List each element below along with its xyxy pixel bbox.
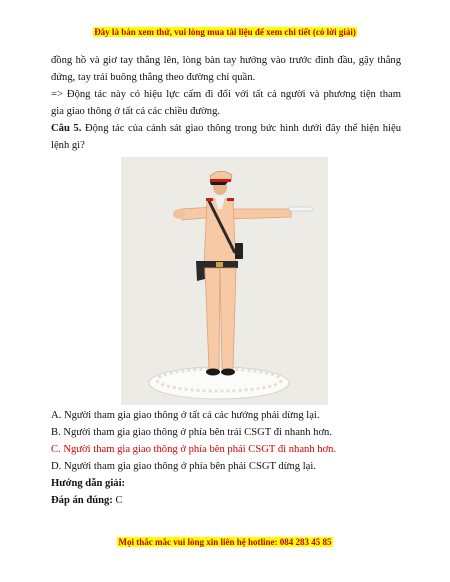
paragraph-line: => Động tác này có hiệu lực cấm đi đối với tất cả người và phương tiện tham [51,89,401,100]
question-line: lệnh gì? [51,140,85,151]
question-5 [51,120,401,154]
paragraph-line: đứng, tay trái buông thẳng theo đường chỉ quần. [51,72,256,83]
question-text: Động tác của cảnh sát giao thông trong bức hình dưới đây thể hiện hiệu [81,123,401,134]
option-d: D. Người tham gia giao thông ở phía bên phải CSGT dừng lại. [51,461,316,472]
paragraph-conclusion [51,86,401,120]
answer-value: C [112,495,123,506]
guide-heading: Hướng dẫn giải: [51,478,126,489]
paragraph-line: gia giao thông ở tất cả các chiều đường. [51,106,221,117]
option-c: C. Người tham gia giao thông ở phía bên phải CSGT đi nhanh hơn. [51,444,337,455]
option-b: B. Người tham gia giao thông ở phía bên trái CSGT đi nhanh hơn. [51,427,332,438]
paragraph-explanation [51,52,401,86]
answer-label: Đáp án đúng: [51,495,113,506]
question-line [51,120,401,137]
hotline-banner [0,537,450,547]
preview-banner [0,27,450,37]
traffic-police-illustration [121,157,328,405]
option-a: A. Người tham gia giao thông ở tất cả các hướng phải dừng lại. [51,410,320,421]
answer-line [51,492,401,509]
hotline-banner-text: Mọi thắc mắc vui lòng xin liên hệ hotline: 084 283 45 85 [118,537,332,547]
preview-banner-text: Đây là bản xem thử, vui lòng mua tài liệu để xem chi tiết (có lời giải) [94,27,356,37]
traffic-police-photo [121,157,328,405]
paragraph-line: đồng hồ và giơ tay thẳng lên, lòng bàn tay hướng vào trước đỉnh đầu, gậy thẳng [51,55,401,66]
question-label: Câu 5. [51,123,82,134]
answer-options [51,407,401,509]
